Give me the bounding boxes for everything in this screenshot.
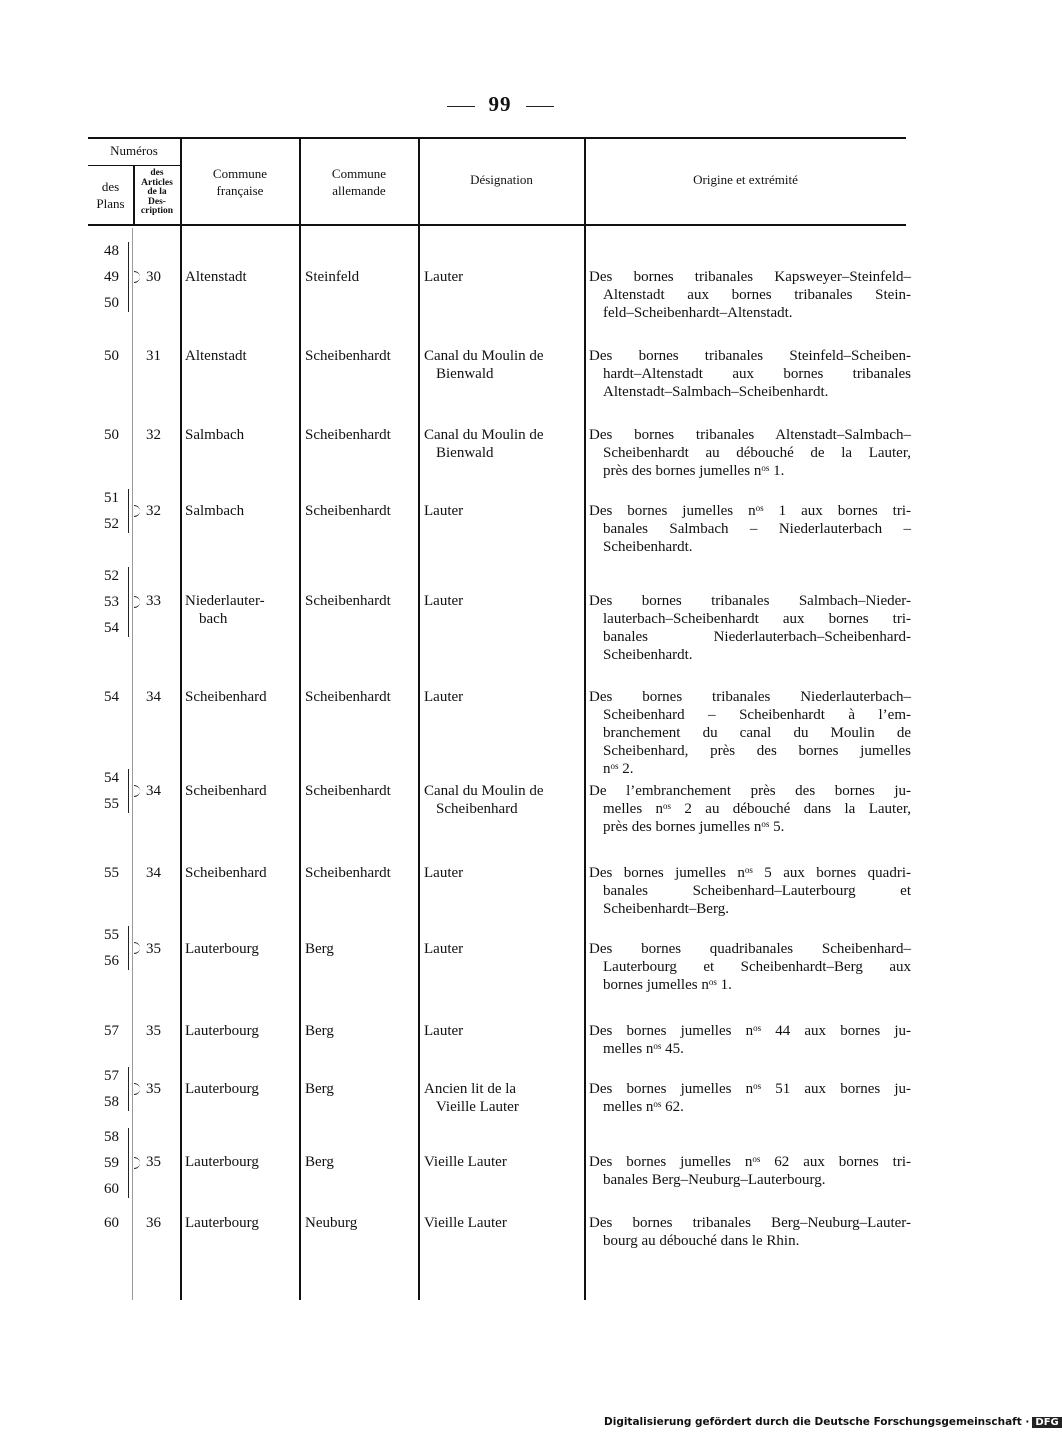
brace-tip xyxy=(134,505,140,517)
plan-number: 54 xyxy=(104,620,119,636)
plan-number: 48 xyxy=(104,243,119,259)
header-commune-francaise: Commune française xyxy=(212,166,268,198)
commune-francaise: Salmbach xyxy=(185,427,245,443)
plan-number: 50 xyxy=(104,295,119,311)
footer-credit: Digitalisierung gefördert durch die Deutsche Forschungsgemeinschaft · DFG xyxy=(604,1416,1062,1428)
plan-number: 49 xyxy=(104,269,119,285)
plan-number: 54 xyxy=(104,770,119,786)
col-rule-fr xyxy=(299,138,301,1300)
commune-allemande: Neuburg xyxy=(305,1215,358,1231)
brace-tip xyxy=(134,942,140,954)
plan-number: 52 xyxy=(104,568,119,584)
dash-right xyxy=(526,106,554,107)
article-number: 34 xyxy=(146,865,161,881)
commune-francaise: Lauterbourg xyxy=(185,1081,259,1097)
plan-number: 51 xyxy=(104,490,119,506)
commune-allemande: Scheibenhardt xyxy=(305,593,391,609)
plan-number: 50 xyxy=(104,427,119,443)
commune-allemande: Scheibenhardt xyxy=(305,503,391,519)
plan-number: 55 xyxy=(104,927,119,943)
col-rule-articles xyxy=(180,138,182,1300)
origine-extremite: Des bornes quadribanales Scheibenhard– Lauterbourg et Scheibenhardt–Berg aux bornes jumelles $n^{os}$ 1. xyxy=(589,941,911,993)
commune-allemande: Scheibenhardt xyxy=(305,865,391,881)
designation: Lauter xyxy=(424,865,464,881)
origine-extremite: Des bornes tribanales Altenstadt–Salmbach– Scheibenhardt au débouché de la Lauter, près des bornes jumelles $n^{os}$ 1. xyxy=(589,427,911,479)
commune-francaise: Altenstadt xyxy=(185,348,247,364)
plan-number: 53 xyxy=(104,594,119,610)
header-des-articles: des Articles de la Des- cription xyxy=(140,168,174,216)
commune-allemande: Berg xyxy=(305,1154,334,1170)
article-number: 35 xyxy=(146,1081,161,1097)
brace-tip xyxy=(134,1157,140,1169)
plan-number: 60 xyxy=(104,1181,119,1197)
col-rule-designation xyxy=(584,138,586,1300)
header-numeros: Numéros xyxy=(110,143,158,158)
dash-left xyxy=(447,106,475,107)
commune-francaise: Lauterbourg xyxy=(185,1023,259,1039)
article-number: 30 xyxy=(146,269,161,285)
origine-extremite: Des bornes jumelles $n^{os}$ 5 aux bornes quadri- banales Scheibenhard–Lauterbourg et Scheibenhardt–Berg. xyxy=(589,865,911,917)
header-origine: Origine et extrémité xyxy=(693,172,798,187)
designation: Lauter xyxy=(424,503,464,519)
brace-tip xyxy=(134,271,140,283)
article-number: 36 xyxy=(146,1215,161,1231)
designation: Lauter xyxy=(424,941,464,957)
origine-extremite: Des bornes tribanales Kapsweyer–Steinfeld– Altenstadt aux bornes tribanales Stein- feld–Scheibenhardt–Altenstadt. xyxy=(589,269,911,321)
designation: Vieille Lauter xyxy=(424,1154,507,1170)
origine-extremite: Des bornes jumelles $n^{os}$ 62 aux bornes tri- banales Berg–Neuburg–Lauterbourg. xyxy=(589,1154,911,1188)
origine-extremite: Des bornes tribanales Salmbach–Nieder- lauterbach–Scheibenhardt aux bornes tri- banales Niederlauterbach–Scheibenhard- Scheibenhardt. xyxy=(589,593,911,663)
commune-allemande: Scheibenhardt xyxy=(305,348,391,364)
header-bottom-rule xyxy=(88,224,906,226)
article-number: 35 xyxy=(146,1023,161,1039)
plan-number: 59 xyxy=(104,1155,119,1171)
plan-number: 55 xyxy=(104,796,119,812)
designation: Lauter xyxy=(424,1023,464,1039)
plan-number: 55 xyxy=(104,865,119,881)
designation: Lauter xyxy=(424,269,464,285)
dfg-logo: DFG xyxy=(1032,1417,1061,1428)
designation: Vieille Lauter xyxy=(424,1215,507,1231)
designation: Canal du Moulin de Bienwald xyxy=(424,427,544,461)
origine-extremite: Des bornes tribanales Steinfeld–Scheiben- hardt–Altenstadt aux bornes tribanales Altenstadt–Salmbach–Scheibenhardt. xyxy=(589,348,911,400)
plan-number: 52 xyxy=(104,516,119,532)
table-top-rule xyxy=(88,137,906,139)
commune-allemande: Berg xyxy=(305,1023,334,1039)
designation: Canal du Moulin de Scheibenhard xyxy=(424,783,544,817)
plan-number: 57 xyxy=(104,1023,119,1039)
commune-allemande: Berg xyxy=(305,941,334,957)
plan-number: 50 xyxy=(104,348,119,364)
brace-tip xyxy=(134,596,140,608)
article-number: 35 xyxy=(146,941,161,957)
designation: Lauter xyxy=(424,593,464,609)
brace-tip xyxy=(134,1083,140,1095)
col-rule-de xyxy=(418,138,420,1300)
origine-extremite: Des bornes tribanales Niederlauterbach– Scheibenhard – Scheibenhardt à l’em- branchement du canal du Moulin de Scheibenhard, près des bornes jumelles $n^{os}$ 2. xyxy=(589,689,911,777)
page-number: 99 xyxy=(0,92,1000,117)
origine-extremite: Des bornes jumelles $n^{os}$ 44 aux bornes ju- melles $n^{os}$ 45. xyxy=(589,1023,912,1057)
commune-francaise: Scheibenhard xyxy=(185,689,267,705)
origine-extremite: Des bornes jumelles $n^{os}$ 1 aux bornes tri- banales Salmbach – Niederlauterbach – Scheibenhardt. xyxy=(589,503,912,555)
commune-francaise: Salmbach xyxy=(185,503,245,519)
origine-extremite: Des bornes tribanales Berg–Neuburg–Lauter- bourg au débouché dans le Rhin. xyxy=(589,1215,911,1249)
origine-extremite: De l’embranchement près des bornes ju- melles $n^{os}$ 2 au débouché dans la Lauter, près des bornes jumelles $n^{os}$ 5. xyxy=(589,783,911,835)
brace-tip xyxy=(134,785,140,797)
article-number: 34 xyxy=(146,783,161,799)
article-number: 33 xyxy=(146,593,161,609)
plan-number: 54 xyxy=(104,689,119,705)
commune-allemande: Scheibenhardt xyxy=(305,689,391,705)
designation: Lauter xyxy=(424,689,464,705)
commune-allemande: Steinfeld xyxy=(305,269,360,285)
plan-number: 60 xyxy=(104,1215,119,1231)
commune-allemande: Berg xyxy=(305,1081,334,1097)
commune-francaise: Niederlauter- bach xyxy=(185,593,265,627)
commune-francaise: Lauterbourg xyxy=(185,1215,259,1231)
article-number: 32 xyxy=(146,503,161,519)
designation: Ancien lit de la Vieille Lauter xyxy=(424,1081,519,1115)
article-number: 35 xyxy=(146,1154,161,1170)
commune-allemande: Scheibenhardt xyxy=(305,783,391,799)
header-commune-allemande: Commune allemande xyxy=(331,166,387,198)
plan-number: 58 xyxy=(104,1094,119,1110)
article-number: 31 xyxy=(146,348,161,364)
article-number: 32 xyxy=(146,427,161,443)
commune-francaise: Scheibenhard xyxy=(185,865,267,881)
header-des-plans: des Plans xyxy=(96,179,125,211)
header-designation: Désignation xyxy=(470,172,533,187)
plan-number: 58 xyxy=(104,1129,119,1145)
commune-francaise: Altenstadt xyxy=(185,269,247,285)
commune-francaise: Scheibenhard xyxy=(185,783,267,799)
commune-francaise: Lauterbourg xyxy=(185,1154,259,1170)
article-number: 34 xyxy=(146,689,161,705)
plan-number: 57 xyxy=(104,1068,119,1084)
commune-allemande: Scheibenhardt xyxy=(305,427,391,443)
designation: Canal du Moulin de Bienwald xyxy=(424,348,544,382)
plan-number: 56 xyxy=(104,953,119,969)
origine-extremite: Des bornes jumelles $n^{os}$ 51 aux bornes ju- melles $n^{os}$ 62. xyxy=(589,1081,912,1115)
commune-francaise: Lauterbourg xyxy=(185,941,259,957)
